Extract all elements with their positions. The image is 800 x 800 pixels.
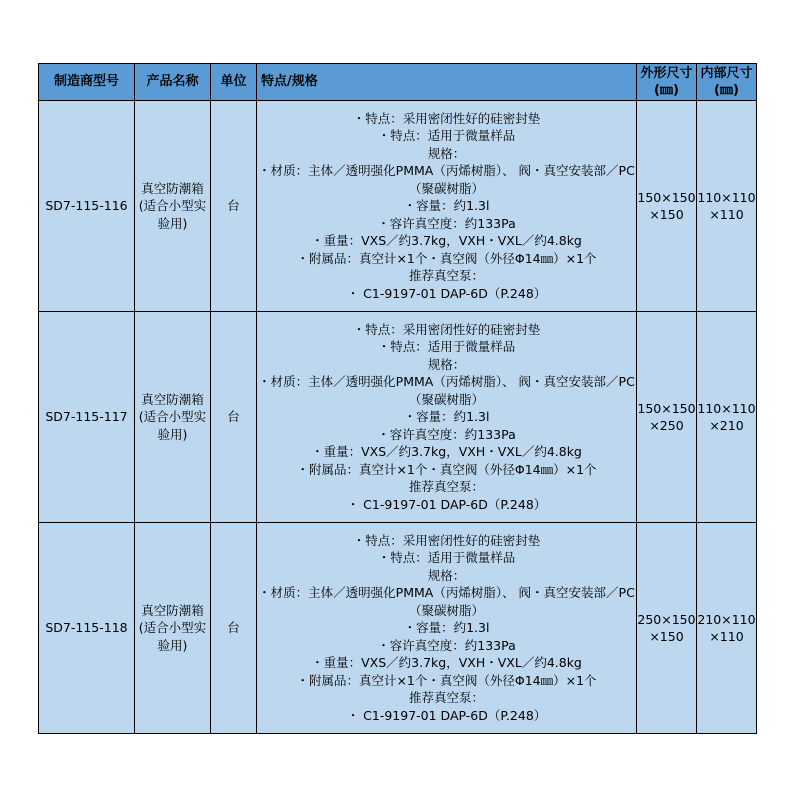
header-features: 特点/规格 — [257, 64, 637, 101]
spec-line: ・特点：适用于微量样品 — [377, 339, 516, 355]
spec-line: 规格： — [427, 567, 466, 583]
spec-line: ・重量：VXS／约3.7kg，VXH・VXL／约4.8kg — [311, 655, 582, 671]
header-model: 制造商型号 — [39, 64, 135, 101]
spec-line: 推荐真空泵： — [408, 690, 484, 706]
spec-line: ・材质：主体／透明强化PMMA（丙烯树脂）、 阀・真空安装部／PC（聚碳树脂） — [258, 374, 635, 407]
spec-line: ・材质：主体／透明强化PMMA（丙烯树脂）、 阀・真空安装部／PC（聚碳树脂） — [258, 163, 635, 196]
spec-line: 规格： — [427, 145, 466, 161]
spec-line: ・附属品：真空计×1个・真空阀（外径Φ14㎜）×1个 — [296, 461, 597, 477]
header-row — [39, 64, 757, 101]
spec-line: ・材质：主体／透明强化PMMA（丙烯树脂）、 阀・真空安装部／PC（聚碳树脂） — [258, 585, 635, 618]
unit-cell: 台 — [211, 523, 257, 734]
spec-line: 推荐真空泵： — [408, 268, 484, 284]
table-row — [39, 523, 757, 734]
spec-line: ・ C1-9197-01 DAP-6D（P.248） — [346, 707, 547, 723]
spec-line: ・特点：适用于微量样品 — [377, 550, 516, 566]
specs-cell — [257, 312, 637, 523]
spec-line: ・容许真空度：约133Pa — [377, 637, 516, 653]
spec-line: ・容量：约1.3l — [403, 620, 490, 636]
spec-line: ・附属品：真空计×1个・真空阀（外径Φ14㎜）×1个 — [296, 672, 597, 688]
specs-cell — [257, 101, 637, 312]
model-cell: SD7-115-118 — [39, 523, 135, 734]
model-cell: SD7-115-117 — [39, 312, 135, 523]
inner-size-cell: 110×110×210 — [697, 312, 757, 523]
header-unit: 单位 — [211, 64, 257, 101]
spec-line: 规格： — [427, 356, 466, 372]
product-cell: 真空防潮箱(适合小型实验用) — [135, 312, 211, 523]
specs-cell — [257, 523, 637, 734]
spec-line: ・ C1-9197-01 DAP-6D（P.248） — [346, 496, 547, 512]
spec-line: ・附属品：真空计×1个・真空阀（外径Φ14㎜）×1个 — [296, 250, 597, 266]
spec-line: ・特点：采用密闭性好的硅密封垫 — [352, 321, 541, 337]
spec-line: 推荐真空泵： — [408, 479, 484, 495]
spec-line: ・容量：约1.3l — [403, 198, 490, 214]
spec-line: ・容许真空度：约133Pa — [377, 426, 516, 442]
outer-size-cell: 150×150×150 — [637, 101, 697, 312]
inner-size-cell: 210×110×110 — [697, 523, 757, 734]
model-cell: SD7-115-116 — [39, 101, 135, 312]
spec-line: ・容许真空度：约133Pa — [377, 215, 516, 231]
header-product: 产品名称 — [135, 64, 211, 101]
spec-line: ・特点：采用密闭性好的硅密封垫 — [352, 532, 541, 548]
spec-line: ・重量：VXS／约3.7kg，VXH・VXL／约4.8kg — [311, 444, 582, 460]
product-cell: 真空防潮箱(适合小型实验用) — [135, 101, 211, 312]
product-table — [38, 63, 757, 734]
table-row — [39, 101, 757, 312]
product-cell: 真空防潮箱(适合小型实验用) — [135, 523, 211, 734]
spec-line: ・特点：适用于微量样品 — [377, 128, 516, 144]
spec-line: ・特点：采用密闭性好的硅密封垫 — [352, 110, 541, 126]
header-outer-size: 外形尺寸(㎜) — [637, 64, 697, 101]
table-row — [39, 312, 757, 523]
spec-line: ・ C1-9197-01 DAP-6D（P.248） — [346, 285, 547, 301]
outer-size-cell: 250×150×150 — [637, 523, 697, 734]
header-inner-size: 内部尺寸(㎜) — [697, 64, 757, 101]
spec-line: ・重量：VXS／约3.7kg，VXH・VXL／约4.8kg — [311, 233, 582, 249]
inner-size-cell: 110×110×110 — [697, 101, 757, 312]
outer-size-cell: 150×150×250 — [637, 312, 697, 523]
spec-line: ・容量：约1.3l — [403, 409, 490, 425]
unit-cell: 台 — [211, 101, 257, 312]
unit-cell: 台 — [211, 312, 257, 523]
